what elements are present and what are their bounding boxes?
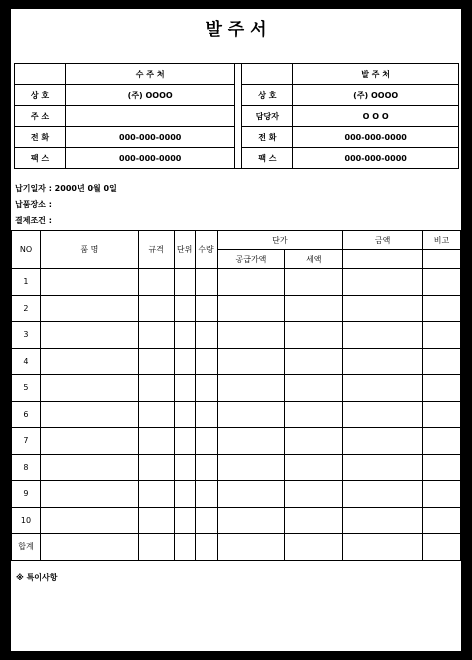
purchase-order-sheet [10,8,462,652]
header-price: 단가 [217,231,343,250]
header-qty: 수량 [195,231,217,269]
supplier-value-phone: 000-000-0000 [65,127,235,148]
delivery-info [15,181,455,229]
row-no: 8 [12,454,41,481]
header-amount-blank [343,250,423,269]
row-no: 5 [12,375,41,402]
header-remark: 비고 [423,231,461,250]
header-item: 품 명 [40,231,138,269]
row-no: 7 [12,428,41,455]
special-notes-label: ※ 특이사항 [16,573,58,582]
header-amount: 금액 [343,231,423,250]
orderer-header: 발 주 처 [293,64,459,85]
orderer-value-manager: O O O [293,106,459,127]
row-no: 6 [12,401,41,428]
orderer-header-blank [242,64,293,85]
payment-terms: 결제조건 : [15,216,52,225]
items-table [11,230,461,561]
supplier-value-name: (주) OOOO [65,85,235,106]
supplier-header-blank [15,64,66,85]
row-no: 4 [12,348,41,375]
row-no: 1 [12,269,41,296]
orderer-value-fax: 000-000-0000 [293,148,459,169]
header-spec: 규격 [138,231,174,269]
delivery-place: 납품장소 : [15,200,52,209]
row-no: 10 [12,507,41,534]
orderer-label-phone: 전 화 [242,127,293,148]
header-remark-blank [423,250,461,269]
row-no: 3 [12,322,41,349]
orderer-value-name: (주) OOOO [293,85,459,106]
total-label: 합계 [12,534,41,561]
header-tax: 세액 [285,250,343,269]
document-title: 발 주 서 [205,20,267,40]
supplier-label-phone: 전 화 [15,127,66,148]
supplier-label-fax: 팩 스 [15,148,66,169]
delivery-date: 납기일자 : 2000년 0월 0일 [15,184,117,193]
supplier-label-name: 상 호 [15,85,66,106]
supplier-header: 수 주 처 [65,64,235,85]
supplier-value-address [65,106,235,127]
header-no: NO [12,231,41,269]
row-no: 2 [12,295,41,322]
header-supply-price: 공급가액 [217,250,285,269]
party-divider [235,64,242,169]
party-info-table [14,63,459,169]
header-unit: 단위 [174,231,195,269]
orderer-label-name: 상 호 [242,85,293,106]
row-no: 9 [12,481,41,508]
supplier-value-fax: 000-000-0000 [65,148,235,169]
orderer-label-manager: 담당자 [242,106,293,127]
orderer-value-phone: 000-000-0000 [293,127,459,148]
supplier-label-address: 주 소 [15,106,66,127]
orderer-label-fax: 팩 스 [242,148,293,169]
